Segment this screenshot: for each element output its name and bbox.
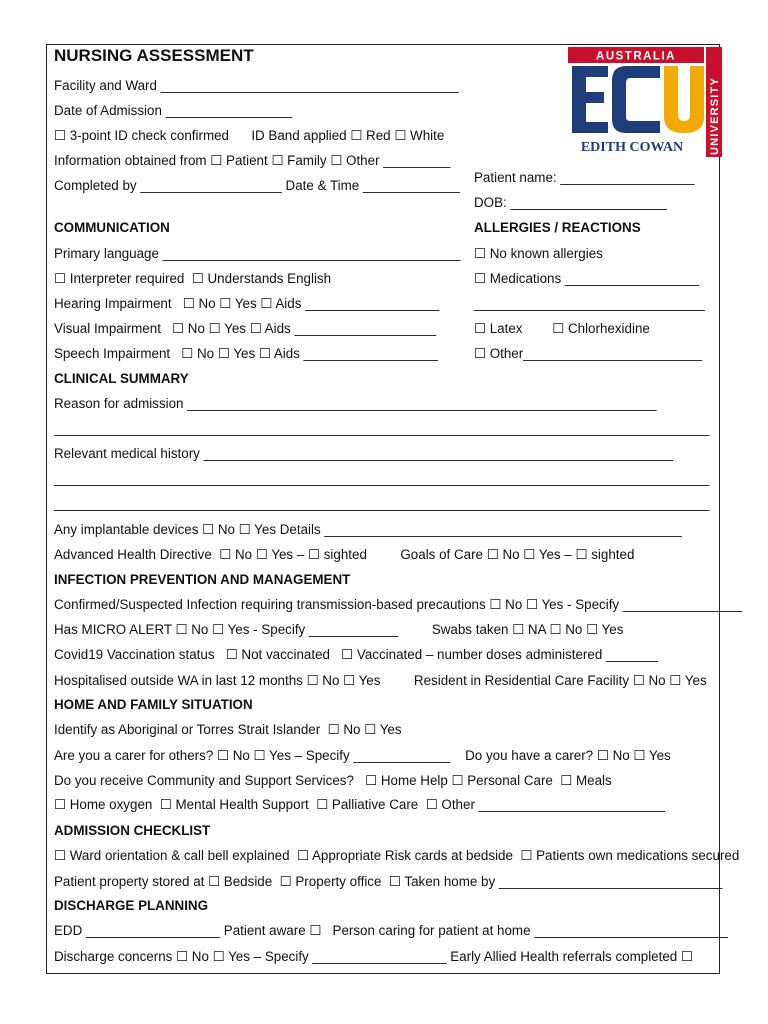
information-source-row[interactable]: Information obtained from ☐ Patient ☐ Family ☐ Other _________ <box>54 153 451 168</box>
speech-impairment-row[interactable]: Speech Impairment ☐ No ☐ Yes ☐ Aids __________________ <box>54 346 438 361</box>
medical-history-field[interactable]: Relevant medical history _______________________________________________________________ <box>54 446 673 461</box>
support-services-row[interactable]: Do you receive Community and Support Services? ☐ Home Help ☐ Personal Care ☐ Meals <box>54 773 612 788</box>
latex-chlorhexidine-row[interactable]: ☐ Latex ☐ Chlorhexidine <box>474 321 650 336</box>
infection-precautions-row[interactable]: Confirmed/Suspected Infection requiring transmission-based precautions ☐ No ☐ Yes - Specify ________________ <box>54 597 743 612</box>
discharge-concerns-row[interactable]: Discharge concerns ☐ No ☐ Yes – Specify __________________ Early Allied Health referrals completed ☐ <box>54 949 693 964</box>
patient-property-row[interactable]: Patient property stored at ☐ Bedside ☐ Property office ☐ Taken home by ______________________________ <box>54 874 723 889</box>
admission-checklist-heading: ADMISSION CHECKLIST <box>54 823 211 838</box>
allergies-heading: ALLERGIES / REACTIONS <box>474 220 641 235</box>
history-continuation-line-2[interactable]: ________________________________________________________________________________________ <box>54 496 710 511</box>
date-of-admission-field[interactable]: Date of Admission _________________ <box>54 103 293 118</box>
implantable-devices-row[interactable]: Any implantable devices ☐ No ☐ Yes Details ________________________________________________ <box>54 522 682 537</box>
id-check-row[interactable]: ☐ 3-point ID check confirmed ID Band applied ☐ Red ☐ White <box>54 128 445 143</box>
hospitalised-outside-wa-row[interactable]: Hospitalised outside WA in last 12 months ☐ No ☐ Yes Resident in Residential Care Facility ☐ No ☐ Yes <box>54 673 707 688</box>
reason-for-admission-field[interactable]: Reason for admission _______________________________________________________________ <box>54 396 657 411</box>
communication-heading: COMMUNICATION <box>54 220 170 235</box>
logo-australia-text: AUSTRALIA <box>596 50 676 63</box>
logo-letter-u <box>664 66 704 133</box>
logo-edith-cowan-text: EDITH COWAN <box>580 140 684 155</box>
clinical-summary-heading: CLINICAL SUMMARY <box>54 371 189 386</box>
no-known-allergies-checkbox[interactable]: ☐ No known allergies <box>474 246 603 261</box>
dob-field[interactable]: DOB: _____________________ <box>474 195 667 210</box>
hearing-impairment-row[interactable]: Hearing Impairment ☐ No ☐ Yes ☐ Aids __________________ <box>54 296 440 311</box>
aboriginal-identity-row[interactable]: Identify as Aboriginal or Torres Strait Islander ☐ No ☐ Yes <box>54 722 402 737</box>
allergy-extra-line[interactable]: _______________________________ <box>474 296 705 311</box>
edd-row[interactable]: EDD __________________ Patient aware ☐ Person caring for patient at home __________________________ <box>54 923 728 938</box>
logo-university-text: UNIVERSITY <box>709 76 721 155</box>
form-title: NURSING ASSESSMENT <box>54 46 254 65</box>
covid-vaccination-row[interactable]: Covid19 Vaccination status ☐ Not vaccinated ☐ Vaccinated – number doses administered _______ <box>54 647 659 662</box>
patient-name-field[interactable]: Patient name: __________________ <box>474 170 695 185</box>
completed-by-row[interactable]: Completed by ___________________ Date & Time _____________ <box>54 178 460 193</box>
history-continuation-line-1[interactable]: ________________________________________________________________________________________ <box>54 471 710 486</box>
micro-alert-row[interactable]: Has MICRO ALERT ☐ No ☐ Yes - Specify ____________ Swabs taken ☐ NA ☐ No ☐ Yes <box>54 622 624 637</box>
infection-heading: INFECTION PREVENTION AND MANAGEMENT <box>54 572 351 587</box>
ecu-logo <box>568 47 722 157</box>
interpreter-row[interactable]: ☐ Interpreter required ☐ Understands English <box>54 271 332 286</box>
logo-letter-c <box>612 66 660 133</box>
primary-language-field[interactable]: Primary language ________________________________________ <box>54 246 461 261</box>
reason-continuation-line[interactable]: ________________________________________________________________________________________ <box>54 421 710 436</box>
medications-allergy-field[interactable]: ☐ Medications __________________ <box>474 271 699 286</box>
facility-ward-field[interactable]: Facility and Ward ________________________________________ <box>54 78 459 93</box>
other-allergy-field[interactable]: ☐ Other________________________ <box>474 346 702 361</box>
home-family-heading: HOME AND FAMILY SITUATION <box>54 697 253 712</box>
discharge-planning-heading: DISCHARGE PLANNING <box>54 898 208 913</box>
health-directive-row[interactable]: Advanced Health Directive ☐ No ☐ Yes – ☐ sighted Goals of Care ☐ No ☐ Yes – ☐ sighted <box>54 547 635 562</box>
carer-row[interactable]: Are you a carer for others? ☐ No ☐ Yes – Specify _____________ Do you have a carer? ☐ No ☐ Yes <box>54 748 671 763</box>
support-services-options-row[interactable]: ☐ Home oxygen ☐ Mental Health Support ☐ Palliative Care ☐ Other _________________________ <box>54 797 665 812</box>
ward-orientation-row[interactable]: ☐ Ward orientation & call bell explained ☐ Appropriate Risk cards at bedside ☐ Patients own medications secured <box>54 848 740 863</box>
visual-impairment-row[interactable]: Visual Impairment ☐ No ☐ Yes ☐ Aids ___________________ <box>54 321 436 336</box>
logo-letter-e <box>572 66 608 133</box>
